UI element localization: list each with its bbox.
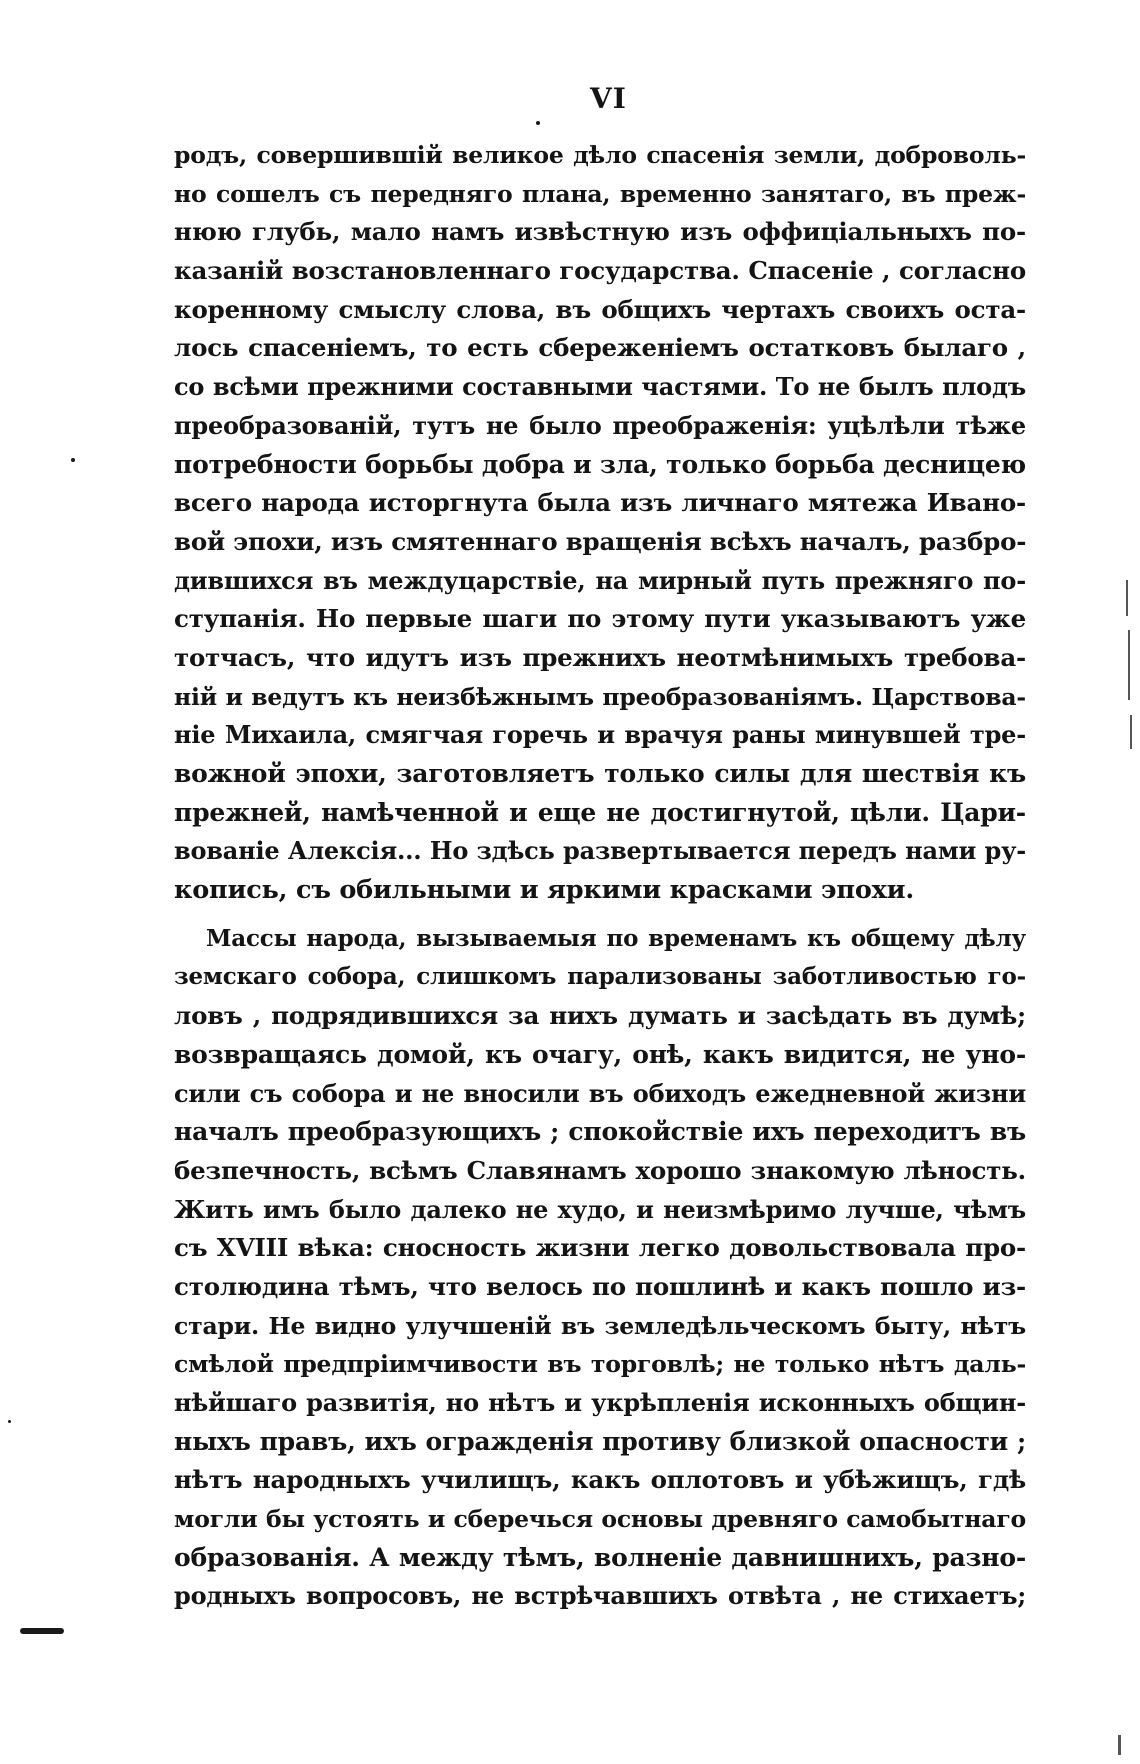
- text-line: возвращаясь домой, къ очагу, онѣ, какъ видится, не уно-: [174, 1039, 1026, 1069]
- text-line: земскаго собора, слишкомъ парализованы заботливостью го-: [174, 963, 1026, 991]
- scan-artifact-edge-line: [1130, 715, 1132, 749]
- text-line: образованія. А между тѣмъ, волненіе давнишнихъ, разно-: [174, 1542, 1026, 1572]
- page-number: VI: [590, 82, 627, 115]
- text-line: дившихся въ междуцарствіе, на мирный путь прежняго по-: [174, 565, 1026, 595]
- text-line: нѣйшаго развитія, но нѣтъ и укрѣпленія исконныхъ общин-: [174, 1388, 1026, 1417]
- scan-artifact-dot: [536, 121, 540, 125]
- text-line: коренному смыслу слова, въ общихъ чертахъ своихъ оста-: [174, 294, 1026, 324]
- text-line: родныхъ вопросовъ, не встрѣчавшихъ отвѣта , не стихаетъ;: [174, 1581, 1026, 1611]
- text-line: ловъ , подрядившихся за нихъ думать и засѣдать въ думѣ;: [174, 1001, 1026, 1031]
- paragraph-1: [174, 136, 1026, 910]
- scan-artifact-edge-line: [1128, 630, 1130, 700]
- scan-artifact-dash: [20, 1628, 64, 1634]
- text-line: преобразованій, тутъ не было преображенія: уцѣлѣли тѣже: [174, 410, 1026, 440]
- text-line: столюдина тѣмъ, что велось по пошлинѣ и какъ пошло из-: [174, 1271, 1026, 1301]
- text-line: ній и ведутъ къ неизбѣжнымъ преобразованіямъ. Царствова-: [174, 682, 1026, 711]
- text-line: вожной эпохи, заготовляетъ только силы для шествія къ: [174, 759, 1026, 788]
- text-line: родъ, совершившій великое дѣло спасенія земли, доброволь-: [174, 141, 1026, 169]
- scan-artifact-edge-line: [1126, 580, 1128, 616]
- text-line: прежней, намѣченной и еще не достигнутой, цѣли. Цари-: [174, 797, 1026, 827]
- text-line: ніе Михаила, смягчая горечь и врачуя раны минувшей тре-: [174, 720, 1026, 750]
- text-line: съ XVIII вѣка: сносность жизни легко довольствовала про-: [174, 1233, 1026, 1263]
- text-line: ступанія. Но первые шаги по этому пути указываютъ уже: [174, 604, 1026, 634]
- text-line: ныхъ правъ, ихъ огражденія противу близкой опасности ;: [174, 1426, 1026, 1456]
- text-line: тотчасъ, что идутъ изъ прежнихъ неотмѣнимыхъ требова-: [174, 642, 1026, 672]
- text-line: нѣтъ народныхъ училищъ, какъ оплотовъ и убѣжищъ, гдѣ: [174, 1465, 1026, 1495]
- text-line: со всѣми прежними составными частями. То не былъ плодъ: [174, 372, 1026, 402]
- scan-artifact-dot: [8, 1420, 11, 1423]
- text-line: смѣлой предпріимчивости въ торговлѣ; не только нѣтъ даль-: [174, 1350, 1026, 1379]
- text-line: стари. Не видно улучшеній въ земледѣльческомъ быту, нѣтъ: [174, 1311, 1026, 1340]
- paragraph-gap: [174, 910, 1026, 920]
- text-line: Жить имъ было далеко не худо, и неизмѣримо лучше, чѣмъ: [174, 1194, 1026, 1224]
- text-line: но сошелъ съ передняго плана, временно занятаго, въ преж-: [174, 179, 1026, 208]
- text-line: лось спасеніемъ, то есть сбереженіемъ остатковъ былаго ,: [174, 333, 1026, 363]
- body-text: [174, 136, 1026, 1616]
- text-line: потребности борьбы добра и зла, только борьба десницею: [174, 449, 1026, 479]
- text-line: безпечность, всѣмъ Славянамъ хорошо знакомую лѣность.: [174, 1155, 1026, 1185]
- scan-artifact-dot: [71, 458, 75, 462]
- text-line: казаній возстановленнаго государства. Спасеніе , согласно: [174, 256, 1026, 286]
- text-line: Массы народа, вызываемыя по временамъ къ общему дѣлу: [206, 924, 1026, 952]
- text-line: вой эпохи, изъ смятеннаго вращенія всѣхъ началъ, разбро-: [174, 526, 1027, 556]
- text-line: вованіе Алексія... Но здѣсь развертывается передъ нами ру-: [174, 836, 1026, 866]
- text-line: всего народа исторгнута была изъ личнаго мятежа Ивано-: [174, 488, 1026, 518]
- text-line: началъ преобразующихъ ; спокойствіе ихъ переходитъ въ: [174, 1117, 1026, 1147]
- text-line: копись, съ обильными и яркими красками эпохи.: [174, 875, 915, 906]
- text-line: сили съ собора и не вносили въ обиходъ ежедневной жизни: [174, 1078, 1026, 1108]
- scan-artifact-edge-line: [1118, 1735, 1121, 1755]
- text-line: могли бы устоять и сберечься основы древняго самобытнаго: [174, 1505, 1026, 1534]
- text-line: нюю глубь, мало намъ извѣстную изъ оффиціальныхъ по-: [174, 217, 1026, 247]
- paragraph-2: [174, 920, 1026, 1616]
